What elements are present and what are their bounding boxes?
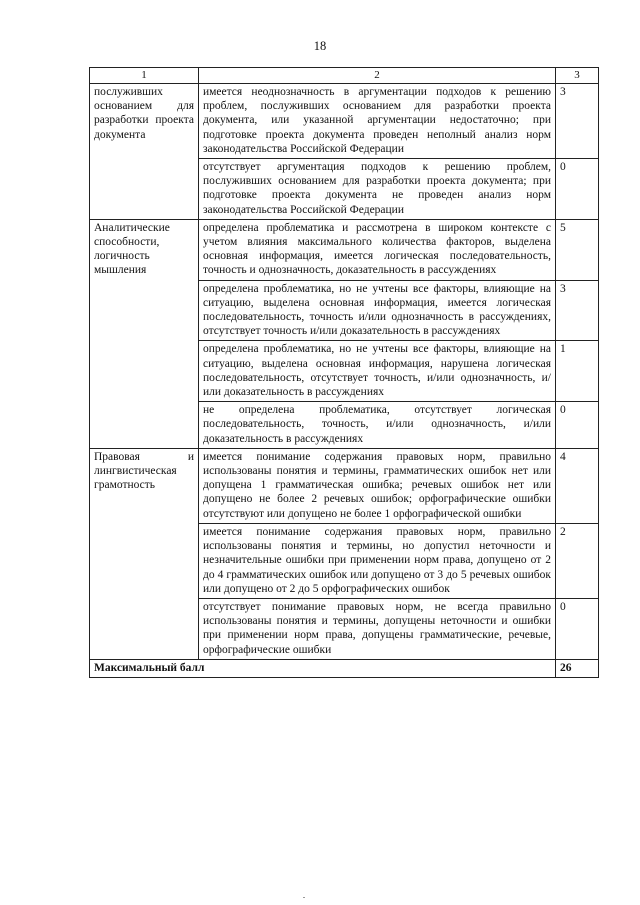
score-cell: 4 [556,448,599,523]
score-cell: 3 [556,280,599,341]
score-cell: 0 [556,598,599,659]
description-cell: определена проблематика и рассмотрена в широком контексте с учетом влияния максимального количества факторов, выделена основная информация, имеется логическая последовательность, точность и однозначность, доказательность в рассуждениях [199,219,556,280]
description-cell: не определена проблематика, отсутствует логическая последовательность, точность, и/или однозначность, и/или доказательность в рассуждениях [199,402,556,449]
score-cell: 0 [556,159,599,220]
criterion-cell: Правовая и лингвистическая грамотность [90,448,199,659]
description-cell: определена проблематика, но не учтены все факторы, влияющие на ситуацию, выделена основная информация, нарушена логическая последовательность, отсутствует точность, и/или однозначность, и/или доказательность в рассуждениях [199,341,556,402]
total-row [90,659,599,677]
table-row [90,448,599,523]
score-cell: 2 [556,523,599,598]
table-row [90,84,599,159]
criterion-cell: послуживших основанием для разработки проекта документа [90,84,199,220]
description-cell: определена проблематика, но не учтены все факторы, влияющие на ситуацию, выделена основная информация, имеется логическая последовательность, точность и/или однозначность в рассуждениях, отсутствует точность и/или доказательность в рассуждениях [199,280,556,341]
description-cell: отсутствует аргументация подходов к решению проблем, послуживших основанием для разработки проекта документа; при подготовке проекта документа не проведен анализ норм законодательства Российской Федерации [199,159,556,220]
description-cell: имеется понимание содержания правовых норм, правильно использованы понятия и термины, грамматических ошибок нет или допущена 1 грамматическая ошибка; речевых ошибок нет или допущено не более 2 речевых ошибок; орфографические ошибки отсутствуют или допущено не более 1 орфографической ошибки [199,448,556,523]
criterion-cell: Аналитические способности, логичность мышления [90,219,199,448]
header-col-1: 1 [90,68,199,84]
description-cell: имеется неоднозначность в аргументации подходов к решению проблем, послуживших основанием для разработки проекта документа, или указанной аргументации недостаточно; при подготовке проекта документа проведен неполный анализ норм законодательства Российской Федерации [199,84,556,159]
page-number: 18 [313,39,327,53]
table-header-row [90,68,599,84]
assessment-criteria-table [89,67,599,678]
header-col-2: 2 [199,68,556,84]
table-row [90,219,599,280]
description-cell: отсутствует понимание правовых норм, не всегда правильно использованы понятия и термины, допущены неточности и ошибки при применении норм права, допущены грамматические, речевые, орфографические ошибки [199,598,556,659]
scan-artifact-dot [303,897,305,898]
header-col-3: 3 [556,68,599,84]
score-cell: 3 [556,84,599,159]
score-cell: 5 [556,219,599,280]
max-score-label: Максимальный балл [90,659,556,677]
description-cell: имеется понимание содержания правовых норм, правильно использованы понятия и термины, но допустил неточности и незначительные ошибки при применении норм права, допущено от 2 до 4 грамматических ошибок или допущено от 3 до 5 речевых ошибок или допущено от 2 до 5 орфографических ошибок [199,523,556,598]
max-score-value: 26 [556,659,599,677]
score-cell: 1 [556,341,599,402]
score-cell: 0 [556,402,599,449]
